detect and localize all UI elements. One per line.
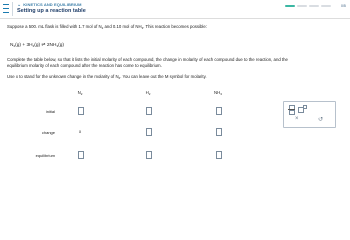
- progress-count: 0/5: [341, 4, 346, 8]
- initial-h2-input[interactable]: [146, 107, 152, 115]
- progress-segment: [297, 5, 307, 7]
- top-header: [0, 0, 350, 19]
- progress-bar: [285, 5, 331, 7]
- initial-nh3-input[interactable]: [216, 107, 222, 115]
- clear-button[interactable]: ×: [295, 116, 299, 122]
- reaction-equation: $N_2(g) + 3H_2(g)$ ⇌ $2NH_3(g)$: [10, 43, 64, 48]
- topic-header[interactable]: [17, 2, 82, 7]
- change-h2-input[interactable]: [146, 128, 152, 136]
- superscript-icon[interactable]: [298, 105, 306, 113]
- progress-segment: [285, 5, 295, 7]
- progress-segment: [321, 5, 331, 7]
- lesson-title: Setting up a reaction table: [17, 8, 86, 14]
- column-header-nh3: $NH_3$: [214, 90, 222, 96]
- instruction-line-3: Use x to stand for the unknown change in the molarity of $N_2$. You can leave out the M symbol for molarity.: [7, 74, 207, 80]
- fraction-icon[interactable]: [288, 105, 296, 115]
- row-label-initial: initial: [45, 109, 55, 114]
- progress-segment: [309, 5, 319, 7]
- change-n2-value[interactable]: x: [79, 129, 82, 134]
- topic-title: KINETICS AND EQUILIBRIUM: [23, 2, 82, 7]
- header-divider: [12, 2, 13, 16]
- column-header-h2: $H_2$: [145, 90, 151, 96]
- chevron-down-icon: ⌄: [17, 1, 22, 8]
- initial-n2-input[interactable]: [78, 107, 84, 115]
- instruction-line-1: Complete the table below, so that it lists the initial molarity of each compound, the change in molarity of each compound due to the reaction, and the: [7, 57, 288, 62]
- instruction-line-2: equilibrium molarity of each compound after the reaction has come to equilibrium.: [7, 63, 162, 68]
- row-label-equilibrium: equilibrium: [35, 153, 55, 158]
- problem-intro: Suppose a 500. mL flask is filled with 1.7 mol of $N_2$ and 0.10 mol of $NH_3$. This reaction becomes possible:: [7, 24, 207, 30]
- column-header-n2: $N_2$: [77, 90, 83, 96]
- change-nh3-input[interactable]: [216, 128, 222, 136]
- equilibrium-h2-input[interactable]: [146, 151, 152, 159]
- answer-tools-panel: [283, 101, 336, 128]
- equilibrium-nh3-input[interactable]: [216, 151, 222, 159]
- row-label-change: change: [41, 130, 55, 135]
- undo-button[interactable]: ↺: [318, 117, 324, 123]
- equilibrium-n2-input[interactable]: [78, 151, 84, 159]
- hamburger-menu-icon[interactable]: [3, 4, 9, 13]
